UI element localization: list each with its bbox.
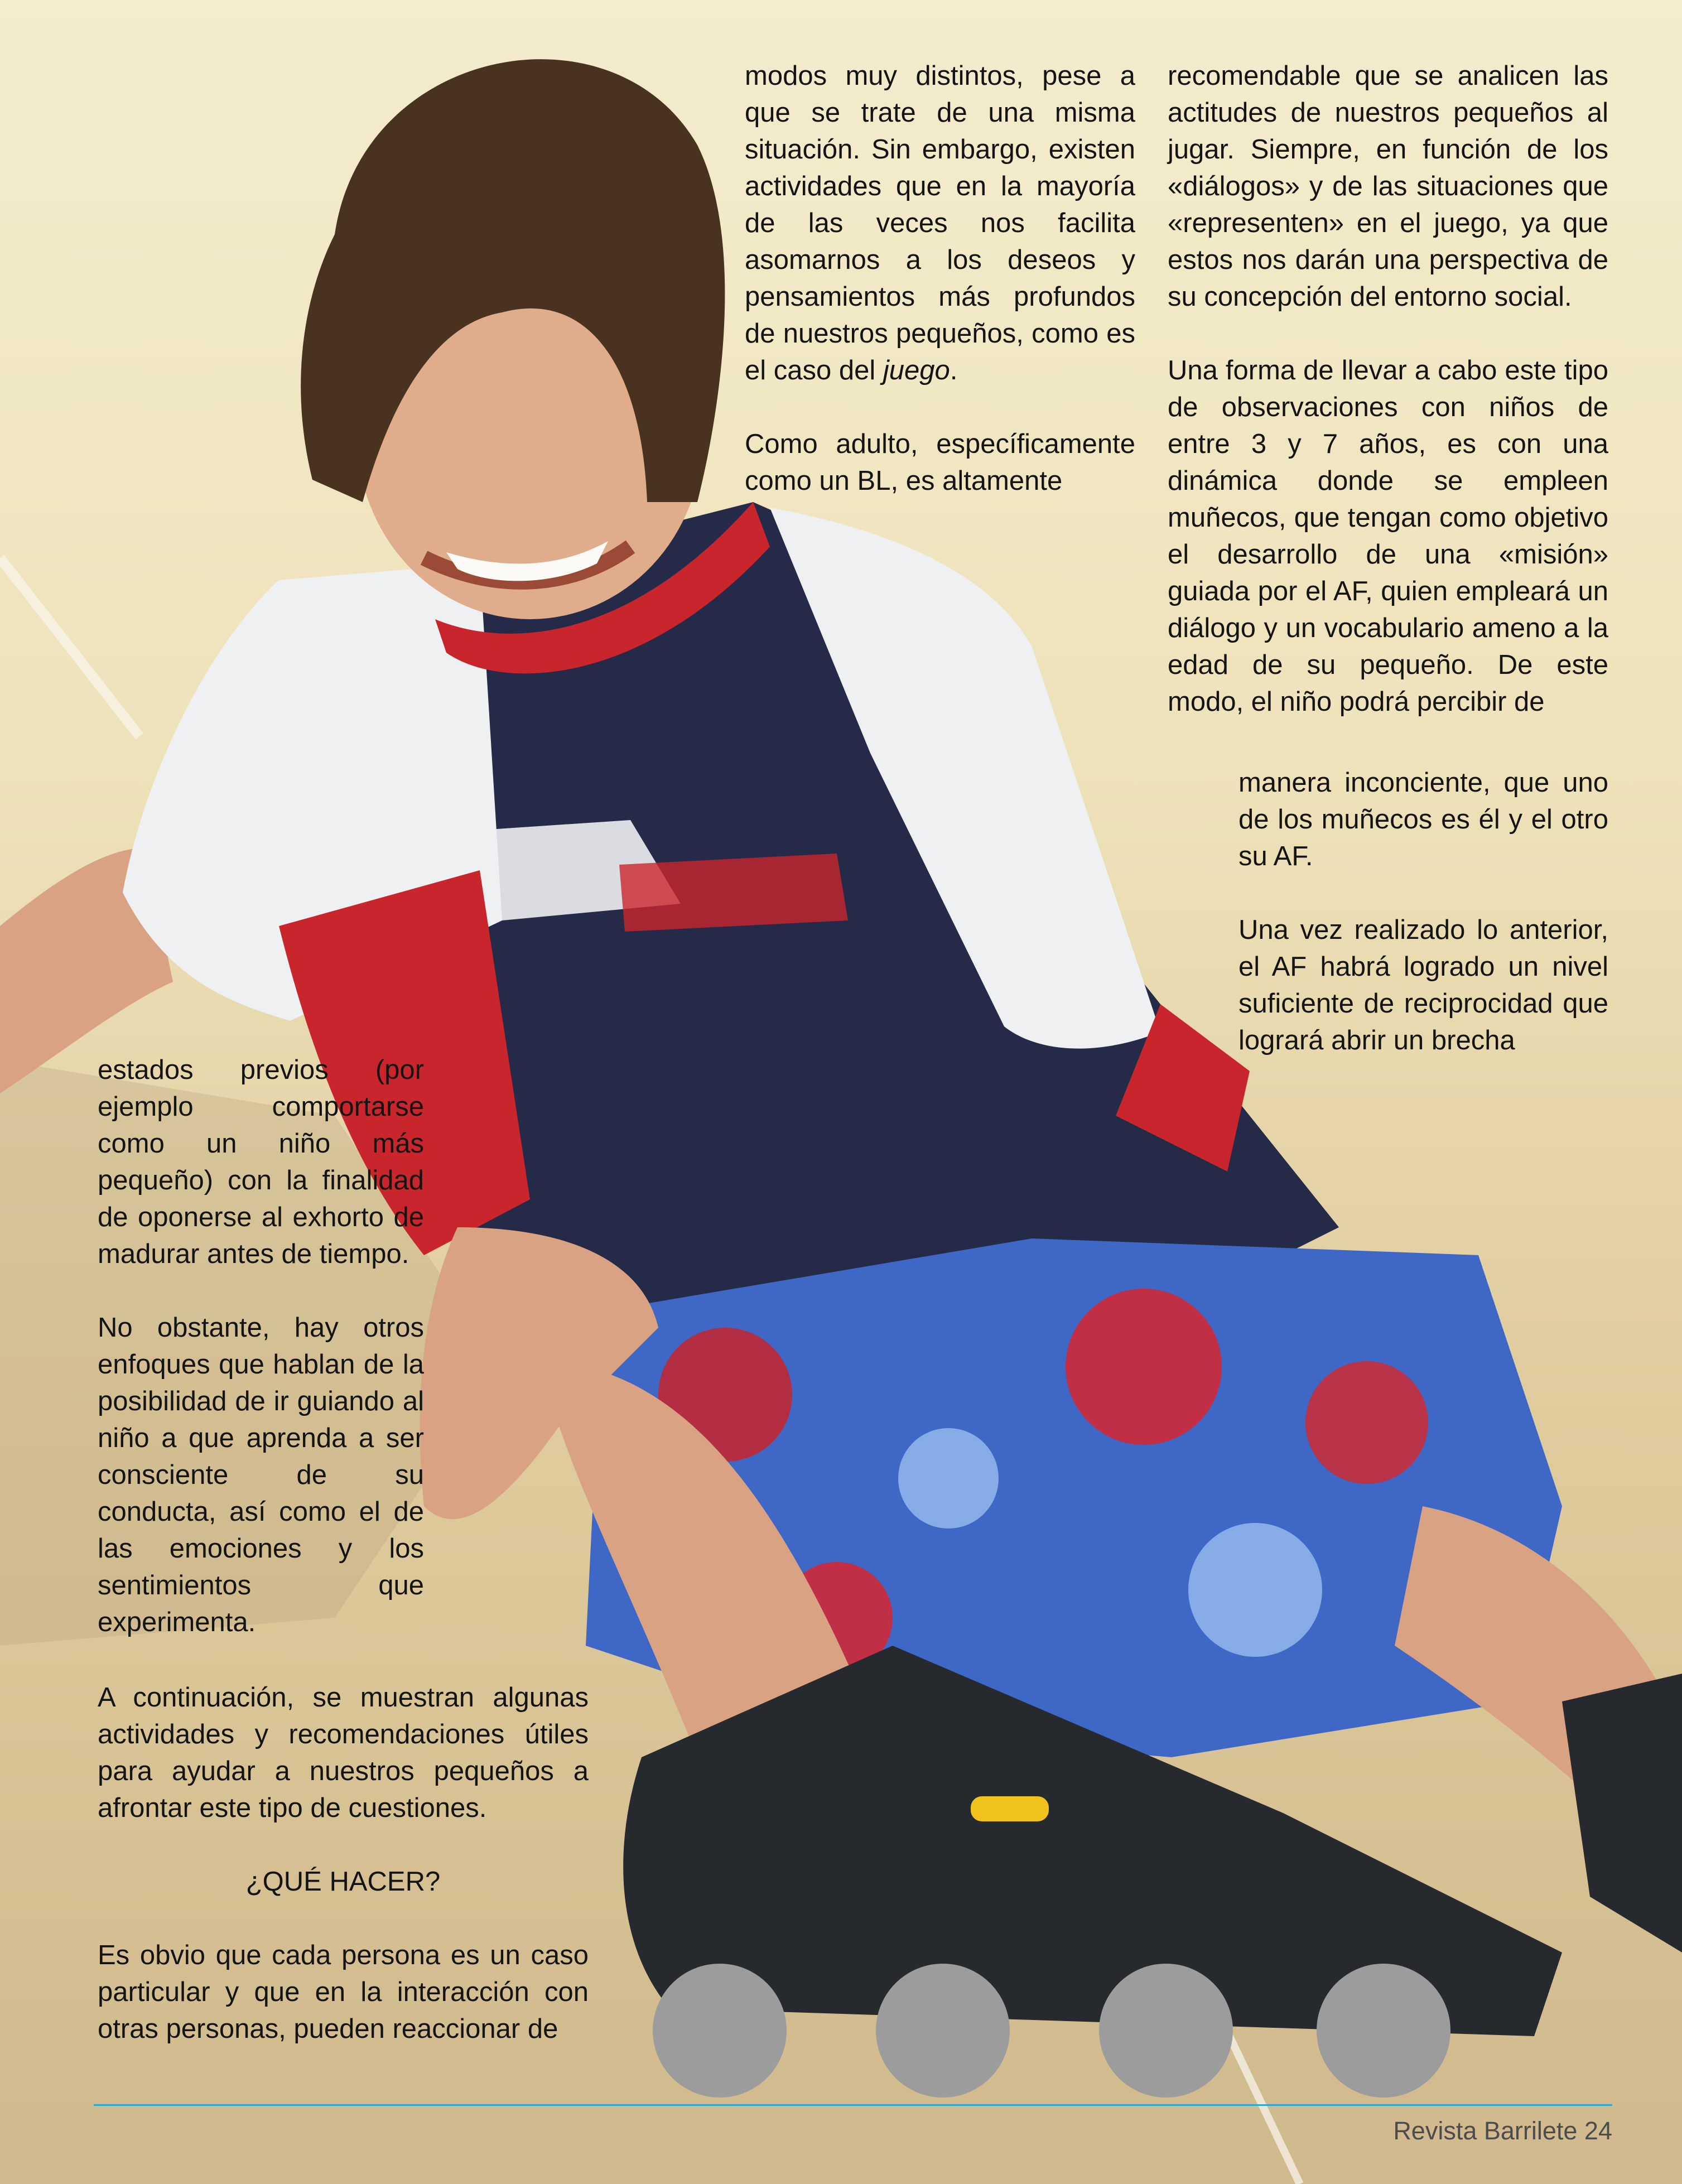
paragraph-period: . [950,355,958,385]
footer-rule [94,2104,1612,2106]
paragraph: Es obvio que cada persona es un caso particular y que en la interacción con otras personas, pueden reaccionar de [98,1940,589,2044]
paragraph: recomendable que se analicen las actitudes de nuestros pequeños al jugar. Siempre, en función de los «diálogos» y de las situaciones que «representen» en el juego, ya que estos nos darán una perspectiva de su concepción del entorno social. [1168,61,1608,312]
article-column-left-narrow [98,1052,424,1641]
page-footer: Revista Barrilete 24 [1393,2116,1612,2145]
paragraph: Una vez realizado lo anterior, el AF habrá logrado un nivel suficiente de reciprocidad que logrará abrir un brecha [1238,915,1608,1055]
paragraph-text: modos muy distintos, pese a que se trate de una misma situación. Sin embargo, existen actividades que en la mayoría de las veces nos facilita asomarnos a los deseos y pensamientos más profundos de nuestros pequeños, como es el caso del [745,61,1135,385]
article-column-middle [745,57,1135,499]
paragraph: Una forma de llevar a cabo este tipo de observaciones con niños de entre 3 y 7 años, es con una dinámica donde se empleen muñecos, que tengan como objetivo el desarrollo de una «misión» guiada por el AF, quien empleará un diálogo y un vocabulario ameno a la edad de su pequeño. De este modo, el niño podrá percibir de [1168,355,1608,717]
section-heading: ¿QUÉ HACER? [245,1867,441,1897]
paragraph: Como adulto, específicamente como un BL, es altamente [745,429,1135,496]
article-column-right [1168,57,1608,720]
article-column-left-wide [98,1679,589,2047]
paragraph: estados previos (por ejemplo comportarse como un niño más pequeño) con la finalidad de oponerse al exhorto de madurar antes de tiempo. [98,1055,424,1269]
paragraph: A continuación, se muestran algunas actividades y recomendaciones útiles para ayudar a nuestros pequeños a afrontar este tipo de cuestiones. [98,1682,589,1823]
paragraph: No obstante, hay otros enfoques que hablan de la posibilidad de ir guiando al niño a que aprenda a ser consciente de su conducta, así como el de las emociones y los sentimientos que experimenta. [98,1313,424,1637]
emphasized-word: juego [883,355,950,385]
paragraph [745,57,1135,389]
paragraph: manera inconciente, que uno de los muñecos es él y el otro su AF. [1238,768,1608,871]
article-column-right-narrow [1238,764,1608,1059]
